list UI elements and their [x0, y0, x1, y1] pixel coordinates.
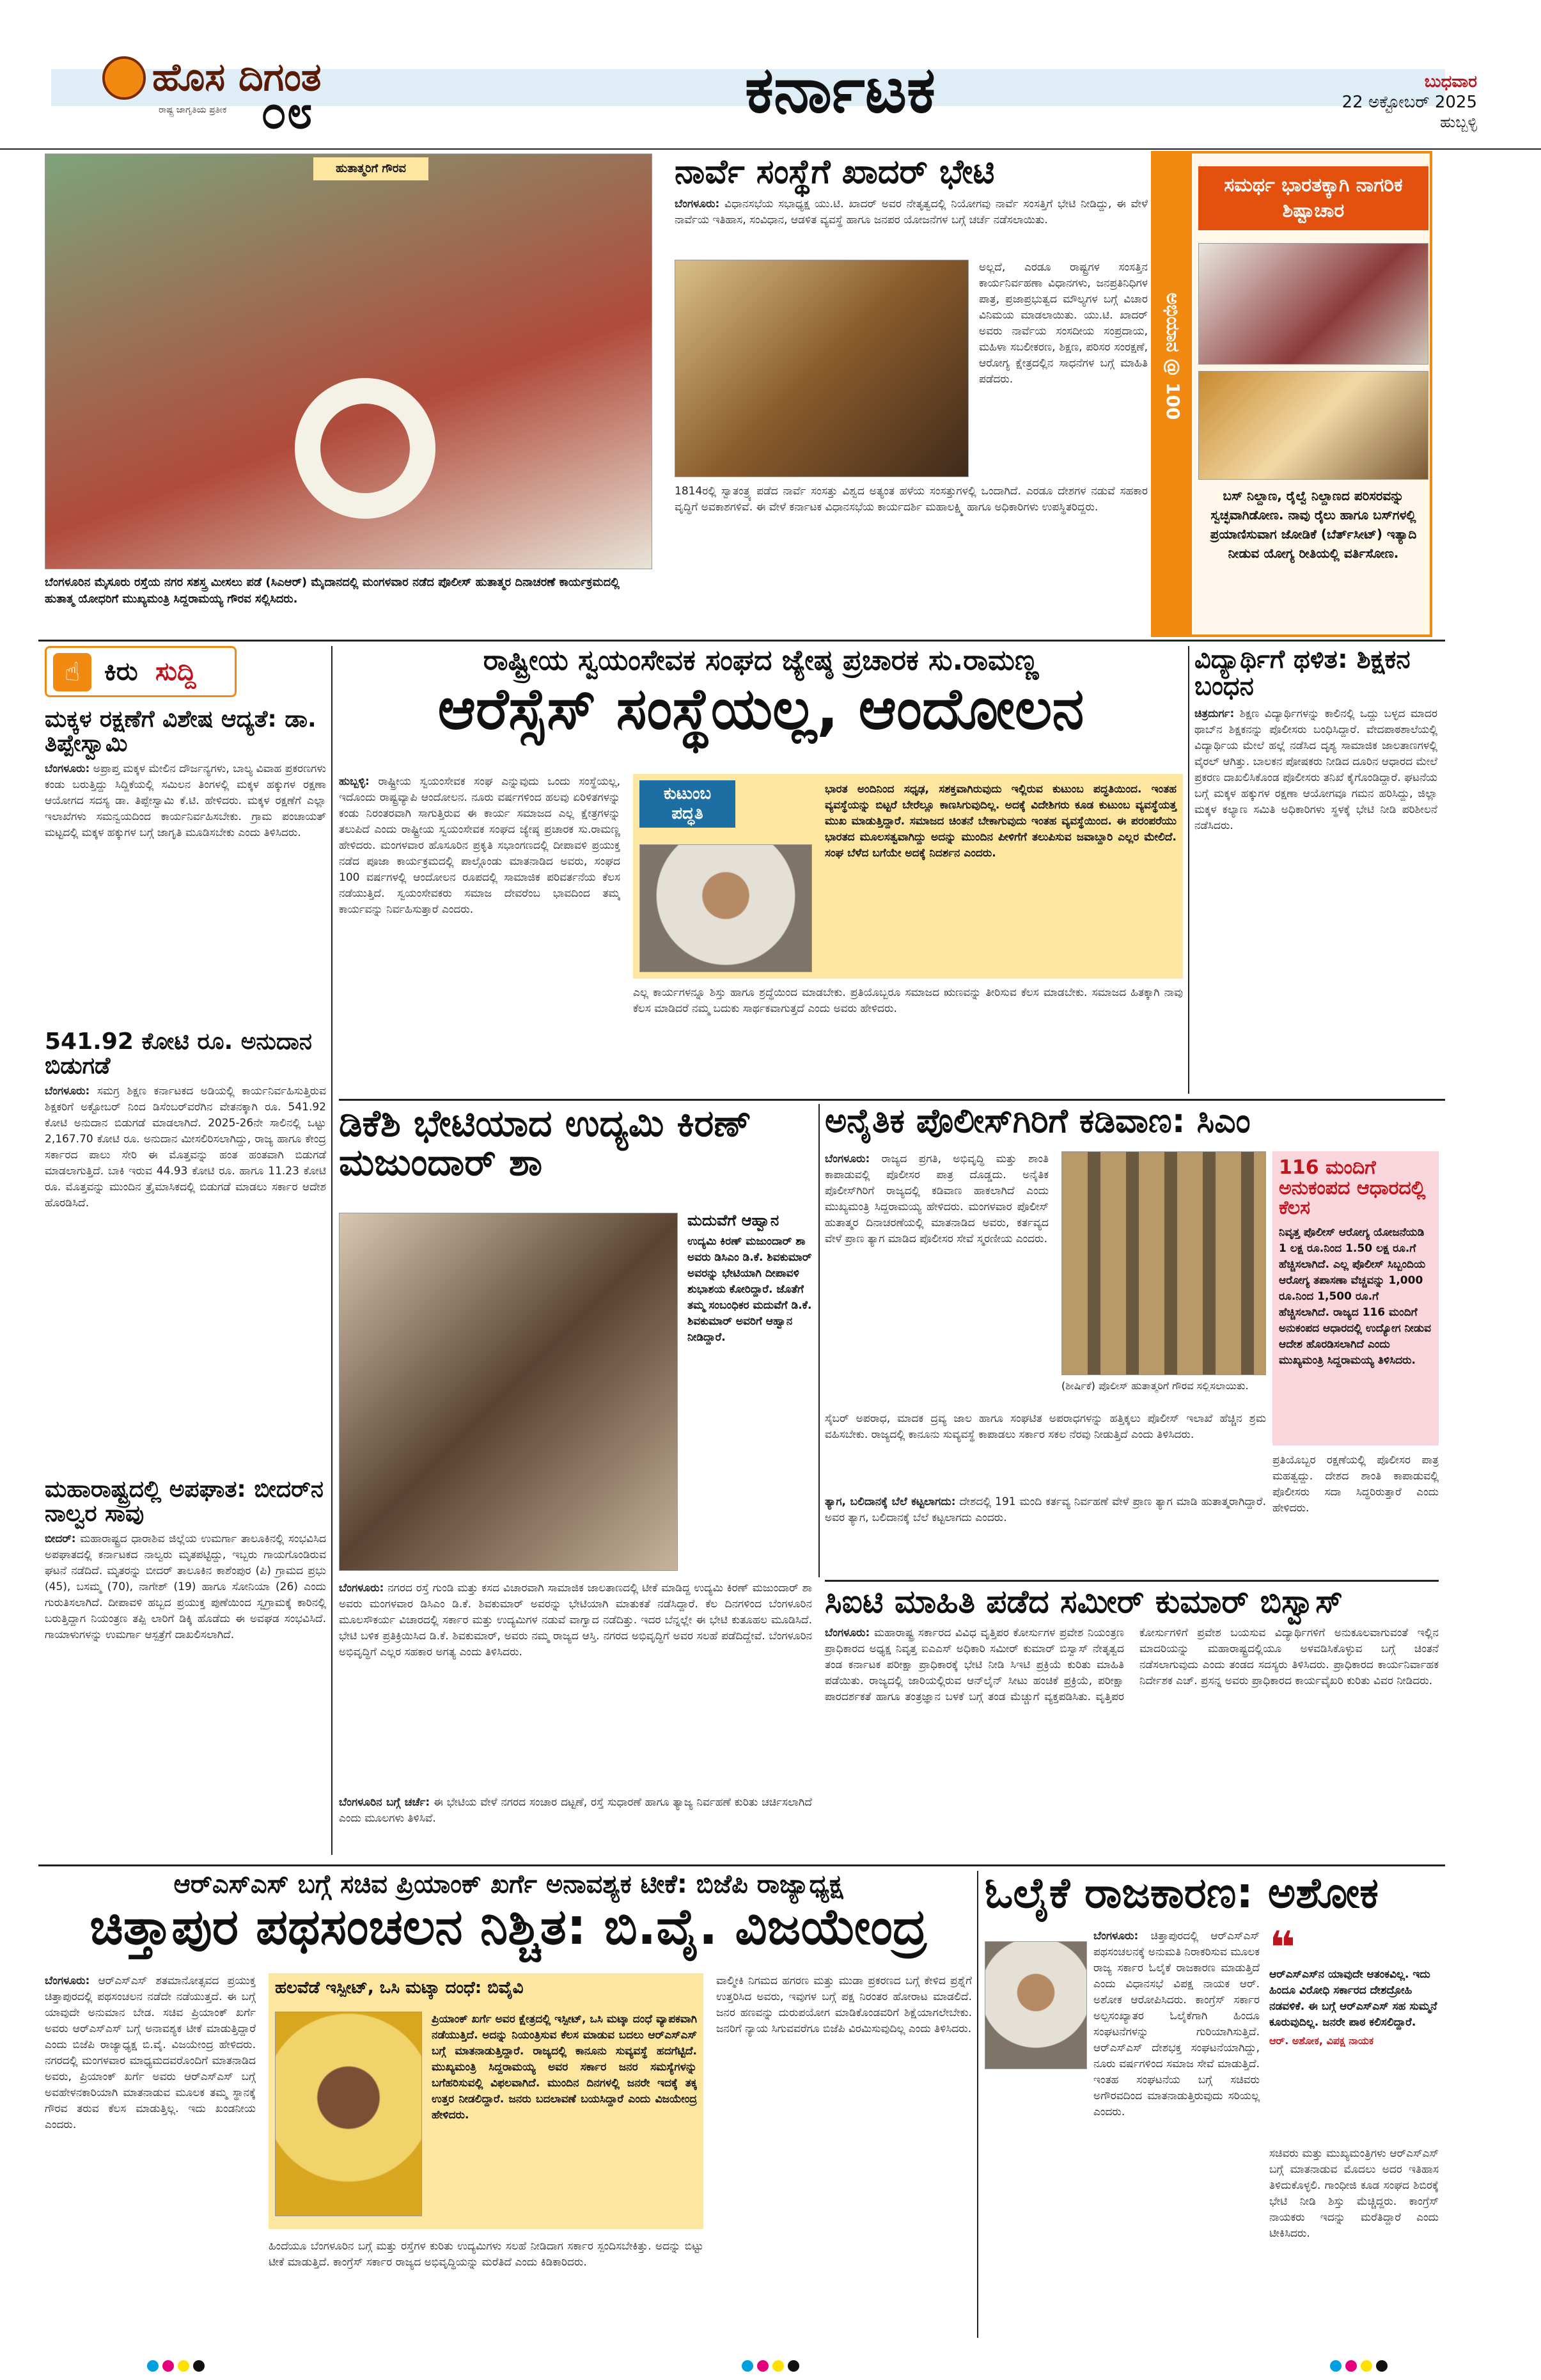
rss-story: [339, 646, 1183, 1094]
ashok-quote-box: [1269, 1921, 1439, 2140]
police-headline: ಅನೈತಿಕ ಪೊಲೀಸ್‌ಗಿರಿಗೆ ಕಡಿವಾಣ: ಸಿಎಂ: [825, 1102, 1251, 1140]
rss-text-left: ರಾಷ್ಟ್ರೀಯ ಸ್ವಯಂಸೇವಕ ಸಂಘ ಎನ್ನುವುದು ಒಂದು ಸಂಸ್ಥೆಯಲ್ಲ, ಇದೊಂದು ರಾಷ್ಟ್ರವ್ಯಾಪಿ ಆಂದೋಲನ. ನೂರು ವರ್ಷಗಳಿಂದ ಹಲವು ಏರಿಳಿತಗಳನ್ನು ಕಂಡು ನಿರಂತರವಾಗಿ ಸಾಗುತ್ತಿರುವ ಈ ಕಾರ್ಯ ಸಮಾಜದ ಎಲ್ಲ ಕ್ಷೇತ್ರಗಳನ್ನು ತಲುಪಿದೆ ಎಂದು ರಾಷ್ಟ್ರೀಯ ಸ್ವಯಂಸೇವಕ ಸಂಘದ ಜ್ಯೇಷ್ಠ ಪ್ರಚಾರಕ ಸು.ರಾಮಣ್ಣ ಹೇಳಿದರು. ಮಂಗಳವಾರ ಹೊಸೂರಿನ ಪ್ರಕೃತಿ ಸಭಾಂಗಣದಲ್ಲಿ ದೀಪಾವಳಿ ಪ್ರಯುಕ್ತ ನಡೆದ ಪೂಜಾ ಕಾರ್ಯಕ್ರಮದಲ್ಲಿ ಪಾಲ್ಗೊಂಡು ಮಾತನಾಡಿದ ಅವರು, ಸಂಘದ 100 ವರ್ಷಗಳಲ್ಲಿ ಆಂದೋಲನ ರೂಪದಲ್ಲಿ ಸಾಮಾಜಿಕ ಪರಿವರ್ತನೆಯ ಕೆಲಸ ನಡೆಯುತ್ತಿದೆ. ಸ್ವಯಂಸೇವಕರು ಸಮಾಜ ದೇವರೆಂಬ ಭಾವದಿಂದ ತಮ್ಮ ಕಾರ್ಯವನ್ನು ನಿರ್ವಹಿಸುತ್ತಾರೆ ಎಂದರು.: [339, 775, 620, 916]
police-photo-caption: (ಶೀರ್ಷಿಕೆ) ಪೊಲೀಸ್ ಹುತಾತ್ಮರಿಗೆ ಗೌರವ ಸಲ್ಲಿಸಲಾಯಿತು.: [1061, 1380, 1249, 1392]
teacher-story: [1194, 646, 1437, 1094]
kiru-2-headline: 541.92 ಕೋಟಿ ರೂ. ಅನುದಾನ ಬಿಡುಗಡೆ: [45, 1028, 312, 1079]
reg-mark-yellow-3: [1361, 2360, 1372, 2372]
chittapur-story: [45, 1871, 972, 2338]
norway-headline: ನಾರ್ವೆ ಸಂಸ್ಥೆಗೆ ಖಾದರ್ ಭೇಟಿ: [675, 153, 995, 191]
masthead: [0, 0, 1541, 148]
logo-text: ಹೊಸ ದಿಗಂತ: [152, 55, 322, 100]
kiru-vertical-rule: [331, 646, 332, 1855]
chittapur-box-body: ಪ್ರಿಯಾಂಕ್ ಖರ್ಗೆ ಅವರ ಕ್ಷೇತ್ರದಲ್ಲಿ ಇಸ್ಪೀಟ್, ಒಸಿ ಮಟ್ಕಾ ದಂಧೆ ವ್ಯಾಪಕವಾಗಿ ನಡೆಯುತ್ತಿದೆ. ಅದನ್ನು ನಿಯಂತ್ರಿಸುವ ಕೆಲಸ ಮಾಡುವ ಬದಲು ಆರ್‌ಎಸ್‌ಎಸ್ ಬಗ್ಗೆ ಮಾತನಾಡುತ್ತಿದ್ದಾರೆ. ರಾಜ್ಯದಲ್ಲಿ ಕಾನೂನು ಸುವ್ಯವಸ್ಥೆ ಹದಗೆಟ್ಟಿದೆ. ಮುಖ್ಯಮಂತ್ರಿ ಸಿದ್ದರಾಮಯ್ಯ ಅವರ ಸರ್ಕಾರ ಜನರ ಸಮಸ್ಯೆಗಳನ್ನು ಬಗೆಹರಿಸುವಲ್ಲಿ ವಿಫಲವಾಗಿದೆ. ಮುಂದಿನ ದಿನಗಳಲ್ಲಿ ಜನರೇ ಇದಕ್ಕೆ ತಕ್ಕ ಉತ್ತರ ನೀಡಲಿದ್ದಾರೆ. ಜನರು ಬದಲಾವಣೆ ಬಯಸಿದ್ದಾರೆ ಎಂದು ವಿಜಯೇಂದ್ರ ಹೇಳಿದರು.: [432, 2013, 697, 2122]
logo-block: [69, 54, 382, 143]
reg-mark-yellow: [178, 2360, 189, 2372]
rss-box-body: ಭಾರತ ಅಂದಿನಿಂದ ಸಧೃಢ, ಸಶಕ್ತವಾಗಿರುವುದು ಇಲ್ಲಿರುವ ಕುಟುಂಬ ಪದ್ಧತಿಯಿಂದ. ಇಂತಹ ವ್ಯವಸ್ಥೆಯನ್ನು ಬಿಟ್ಟರೆ ಬೇರೆಲ್ಲೂ ಕಾಣಸಿಗುವುದಿಲ್ಲ. ಅದಕ್ಕೆ ವಿದೇಶಿಗರು ಕೂಡ ಕುಟುಂಬ ವ್ಯವಸ್ಥೆಯತ್ತ ಮುಖ ಮಾಡುತ್ತಿದ್ದಾರೆ. ಸಮಾಜದ ಚಿಂತನೆ ಬೇಕಾಗುವುದು ಇಂತಹ ವ್ಯವಸ್ಥೆಯಿಂದ. ಈ ಪರಂಪರೆಯು ಭಾರತದ ಮೂಲಸತ್ವವಾಗಿದ್ದು ಅದನ್ನು ಮುಂದಿನ ಪೀಳಿಗೆಗೆ ತಲುಪಿಸುವ ಜವಾಬ್ದಾರಿ ಎಲ್ಲರ ಮೇಲಿದೆ. ಸಂಘ ಬೆಳೆದ ಬಗೆಯೇ ಅದಕ್ಕೆ ನಿದರ್ಶನ ಎಂದರು.: [825, 783, 1177, 860]
police-body-mid: ಸೈಬರ್ ಅಪರಾಧ, ಮಾದಕ ದ್ರವ್ಯ ಜಾಲ ಹಾಗೂ ಸಂಘಟಿತ ಅಪರಾಧಗಳನ್ನು ಹತ್ತಿಕ್ಕಲು ಪೊಲೀಸ್ ಇಲಾಖೆ ಹೆಚ್ಚಿನ ಶ್ರಮ ವಹಿಸಬೇಕು. ರಾಜ್ಯದಲ್ಲಿ ಕಾನೂನು ಸುವ್ಯವಸ್ಥೆ ಕಾಪಾಡಲು ಸರ್ಕಾರ ಸಕಲ ನೆರವು ನೀಡುತ್ತಿದೆ ಎಂದು ತಿಳಿಸಿದರು.: [825, 1412, 1266, 1441]
page-number: ೦೮: [261, 85, 313, 139]
norway-body-side: ಅಲ್ಲದೆ, ಎರಡೂ ರಾಷ್ಟ್ರಗಳ ಸಂಸತ್ತಿನ ಕಾರ್ಯನಿರ್ವಹಣಾ ವಿಧಾನಗಳು, ಜನಪ್ರತಿನಿಧಿಗಳ ಪಾತ್ರ, ಪ್ರಜಾಪ್ರಭುತ್ವದ ಮೌಲ್ಯಗಳ ಬಗ್ಗೆ ವಿಚಾರ ವಿನಿಮಯ ಮಾಡಲಾಯಿತು. ಯು.ಟಿ. ಖಾದರ್ ಅವರು ನಾರ್ವೆಯ ಸಂಸದೀಯ ಸಂಪ್ರದಾಯ, ಮಹಿಳಾ ಸಬಲೀಕರಣ, ಶಿಕ್ಷಣ, ಪರಿಸರ ಸಂರಕ್ಷಣೆ, ಆರೋಗ್ಯ ಕ್ಷೇತ್ರದಲ್ಲಿನ ಸಾಧನೆಗಳ ಬಗ್ಗೆ ಮಾಹಿತಿ ಪಡೆದರು.: [979, 261, 1148, 386]
chittapur-text-left: ಆರ್‌ಎಸ್‌ಎಸ್ ಶತಮಾನೋತ್ಸವದ ಪ್ರಯುಕ್ತ ಚಿತ್ತಾಪುರದಲ್ಲಿ ಪಥಸಂಚಲನ ನಡೆದೇ ನಡೆಯುತ್ತದೆ. ಈ ಬಗ್ಗೆ ಯಾವುದೇ ಅನುಮಾನ ಬೇಡ. ಸಚಿವ ಪ್ರಿಯಾಂಕ್ ಖರ್ಗೆ ಅವರು ಆರ್‌ಎಸ್‌ಎಸ್ ಬಗ್ಗೆ ಅನಾವಶ್ಯಕ ಟೀಕೆ ಮಾಡುತ್ತಿದ್ದಾರೆ ಎಂದು ಬಿಜೆಪಿ ರಾಜ್ಯಾಧ್ಯಕ್ಷ ಬಿ.ವೈ. ವಿಜಯೇಂದ್ರ ಹೇಳಿದರು. ನಗರದಲ್ಲಿ ಮಂಗಳವಾರ ಮಾಧ್ಯಮದವರೊಂದಿಗೆ ಮಾತನಾಡಿದ ಅವರು, ಪ್ರಿಯಾಂಕ್ ಖರ್ಗೆ ಅವರು ಆರ್‌ಎಸ್‌ಎಸ್ ಬಗ್ಗೆ ಅವಹೇಳನಕಾರಿಯಾಗಿ ಮಾತನಾಡುವ ಮೂಲಕ ತಮ್ಮ ಸ್ಥಾನಕ್ಕೆ ಗೌರವ ತರುವ ಕೆಲಸ ಮಾಡುತ್ತಿಲ್ಲ. ಇದು ಖಂಡನೀಯ ಎಂದರು.: [45, 1974, 256, 2131]
dks-body: [339, 1580, 812, 1792]
ad-body: ಬಸ್ ನಿಲ್ದಾಣ, ರೈಲ್ವೆ ನಿಲ್ದಾಣದ ಪರಿಸರವನ್ನು ಸ್ವಚ್ಛವಾಗಿಡೋಣ. ನಾವು ರೈಲು ಹಾಗೂ ಬಸ್‌ಗಳಲ್ಲಿ ಪ್ರಯಾಣಿಸುವಾಗ ಜೋಡಿಕೆ (ಬೆರ್ತ್‌ಸೀಟ್) ಇತ್ಯಾದಿ ನೀಡುವ ಯೋಗ್ಯ ರೀತಿಯಲ್ಲಿ ವರ್ತಿಸೋಣ.: [1210, 488, 1417, 561]
dks-text: ನಗರದ ರಸ್ತೆ ಗುಂಡಿ ಮತ್ತು ಕಸದ ವಿಚಾರವಾಗಿ ಸಾಮಾಜಿಕ ಜಾಲತಾಣದಲ್ಲಿ ಟೀಕೆ ಮಾಡಿದ್ದ ಉದ್ಯಮಿ ಕಿರಣ್ ಮಜುಂದಾರ್ ಶಾ ಅವರು ಮಂಗಳವಾರ ಡಿಸಿಎಂ ಡಿ.ಕೆ. ಶಿವಕುಮಾರ್ ಅವರನ್ನು ಭೇಟಿಯಾಗಿ ಮಾತುಕತೆ ನಡೆಸಿದ್ದಾರೆ. ಕೆಲ ದಿನಗಳಿಂದ ಬೆಂಗಳೂರಿನ ಮೂಲಸೌಕರ್ಯ ವಿಚಾರದಲ್ಲಿ ಸರ್ಕಾರ ಮತ್ತು ಉದ್ಯಮಿಗಳ ನಡುವೆ ವಾಗ್ವಾದ ನಡೆದಿತ್ತು. ಇದರ ಬೆನ್ನಲ್ಲೇ ಈ ಭೇಟಿ ಕುತೂಹಲ ಮೂಡಿಸಿದೆ. ಭೇಟಿ ಬಳಿಕ ಪ್ರತಿಕ್ರಿಯಿಸಿದ ಡಿ.ಕೆ. ಶಿವಕುಮಾರ್, ಅವರು ನಮ್ಮ ರಾಜ್ಯದ ಆಸ್ತಿ. ನಗರದ ಅಭಿವೃದ್ಧಿಗೆ ಅವರ ಸಲಹೆ ಪಡೆದಿದ್ದೇವೆ. ಬೆಂಗಳೂರಿನ ಅಭಿವೃದ್ಧಿಗೆ ಎಲ್ಲರ ಸಹಕಾರ ಅಗತ್ಯ ಎಂದು ತಿಳಿಸಿದರು.: [339, 1582, 812, 1659]
norway-body-top: [675, 196, 1148, 228]
sit-text: ಮಹಾರಾಷ್ಟ್ರ ಸರ್ಕಾರದ ವಿವಿಧ ವೃತ್ತಿಪರ ಕೋರ್ಸುಗಳ ಪ್ರವೇಶ ನಿಯಂತ್ರಣ ಪ್ರಾಧಿಕಾರದ ಅಧ್ಯಕ್ಷ ನಿವೃತ್ತ ಐಎಎಸ್ ಅಧಿಕಾರಿ ಸಮೀರ್ ಕುಮಾರ್ ಬಿಸ್ವಾಸ್ ನೇತೃತ್ವದ ತಂಡ ಕರ್ನಾಟಕ ಪರೀಕ್ಷಾ ಪ್ರಾಧಿಕಾರಕ್ಕೆ ಭೇಟಿ ನೀಡಿ ಸಿಇಟಿ ಪ್ರಕ್ರಿಯೆ ಕುರಿತು ಮಾಹಿತಿ ಪಡೆಯಿತು. ರಾಜ್ಯದಲ್ಲಿ ಜಾರಿಯಲ್ಲಿರುವ ಆನ್‌ಲೈನ್ ಸೀಟು ಹಂಚಿಕೆ ಪ್ರಕ್ರಿಯೆ, ಪರೀಕ್ಷಾ ಪಾರದರ್ಶಕತೆ ಹಾಗೂ ತಂತ್ರಜ್ಞಾನ ಬಳಕೆ ಬಗ್ಗೆ ತಂಡ ಮೆಚ್ಚುಗೆ ವ್ಯಕ್ತಪಡಿಸಿತು. ವೃತ್ತಿಪರ ಕೋರ್ಸುಗಳಿಗೆ ಪ್ರವೇಶ ಬಯಸುವ ವಿದ್ಯಾರ್ಥಿಗಳಿಗೆ ಅನುಕೂಲವಾಗುವಂತೆ ಇಲ್ಲಿನ ಮಾದರಿಯನ್ನು ಮಹಾರಾಷ್ಟ್ರದಲ್ಲಿಯೂ ಅಳವಡಿಸಿಕೊಳ್ಳುವ ಬಗ್ಗೆ ಚಿಂತನೆ ನಡೆಸಲಾಗುವುದು ಎಂದು ತಂಡದ ಸದಸ್ಯರು ತಿಳಿಸಿದರು. ಪ್ರಾಧಿಕಾರದ ಕಾರ್ಯನಿರ್ವಾಹಕ ನಿರ್ದೇಶಕ ಎಚ್. ಪ್ರಸನ್ನ ಅವರು ಪ್ರಾಧಿಕಾರದ ಕಾರ್ಯವೈಖರಿ ಕುರಿತು ವಿವರ ನೀಡಿದರು.: [825, 1626, 1439, 1703]
police-parade-photo: [1061, 1151, 1266, 1375]
reg-mark-black-2: [788, 2360, 799, 2372]
ad-train-photo: [1198, 371, 1428, 480]
wreath-shape: [295, 378, 435, 519]
top-photo-caption: ಬೆಂಗಳೂರಿನ ಮೈಸೂರು ರಸ್ತೆಯ ನಗರ ಸಶಸ್ತ್ರ ಮೀಸಲು ಪಡೆ (ಸಿಎಆರ್) ಮೈದಾನದಲ್ಲಿ ಮಂಗಳವಾರ ನಡೆದ ಪೊಲೀಸ್ ಹುತಾತ್ಮರ ದಿನಾಚರಣೆ ಕಾರ್ಯಕ್ರಮದಲ್ಲಿ ಹುತಾತ್ಮ ಯೋಧರಿಗೆ ಮುಖ್ಯಮಂತ್ರಿ ಸಿದ್ದರಾಮಯ್ಯ ಗೌರವ ಸಲ್ಲಿಸಿದರು.: [45, 576, 620, 606]
civic-ad: [1151, 151, 1432, 637]
kiru-1-headline: ಮಕ್ಕಳ ರಕ್ಷಣೆಗೆ ವಿಶೇಷ ಆದ್ಯತೆ: ಡಾ. ತಿಪ್ಪೇಸ್ವಾಮಿ: [45, 706, 317, 757]
rss-box-kicker-a: ಕುಟುಂಬ: [663, 784, 712, 803]
ashok-story: [985, 1868, 1439, 2338]
reg-mark-magenta-3: [1345, 2360, 1357, 2372]
dks-subhead: ಬೆಂಗಳೂರಿನ ಬಗ್ಗೆ ಚರ್ಚೆ:: [339, 1796, 430, 1809]
date-block: [1304, 72, 1477, 132]
kirusuddi-label-a: ಕಿರು: [104, 657, 138, 686]
reg-mark-black-3: [1376, 2360, 1388, 2372]
masthead-rule: [0, 148, 1541, 150]
police-subhead: ತ್ಯಾಗ, ಬಲಿದಾನಕ್ಕೆ ಬೆಲೆ ಕಟ್ಟಲಾಗದು:: [825, 1495, 956, 1508]
police-box: [1272, 1151, 1439, 1446]
divider-1: [38, 640, 1445, 642]
police-body-top: [825, 1151, 1049, 1375]
rss-headline: ಆರೆಸ್ಸೆಸ್ ಸಂಸ್ಥೆಯಲ್ಲ, ಆಂದೋಲನ: [437, 675, 1084, 743]
kiru-1-body: [45, 761, 326, 841]
reg-mark-yellow-2: [772, 2360, 784, 2372]
police-dateline: ಬೆಂಗಳೂರು:: [825, 1153, 870, 1165]
ramanna-photo: [639, 844, 812, 972]
police-box-body: ನಿವೃತ್ತ ಪೊಲೀಸ್ ಆರೋಗ್ಯ ಯೋಜನೆಯಡಿ 1 ಲಕ್ಷ ರೂ.ನಿಂದ 1.50 ಲಕ್ಷ ರೂ.ಗೆ ಹೆಚ್ಚಿಸಲಾಗಿದೆ. ಎಲ್ಲ ಪೊಲೀಸ್ ಸಿಬ್ಬಂದಿಯ ಆರೋಗ್ಯ ತಪಾಸಣಾ ವೆಚ್ಚವನ್ನು 1,000 ರೂ.ನಿಂದ 1,500 ರೂ.ಗೆ ಹೆಚ್ಚಿಸಲಾಗಿದೆ. ರಾಜ್ಯದ 116 ಮಂದಿಗೆ ಅನುಕಂಪದ ಆಧಾರದಲ್ಲಿ ಉದ್ಯೋಗ ನೀಡುವ ಆದೇಶ ಹೊರಡಿಸಲಾಗಿದೆ ಎಂದು ಮುಖ್ಯಮಂತ್ರಿ ಸಿದ್ದರಾಮಯ್ಯ ತಿಳಿಸಿದರು.: [1279, 1225, 1432, 1367]
sit-story: [825, 1585, 1439, 1860]
chittapur-body-left: [45, 1973, 256, 2331]
kiru-1-dateline: ಬೆಂಗಳೂರು:: [45, 762, 90, 775]
reg-mark-magenta-2: [757, 2360, 769, 2372]
kiru-2-text: ಸಮಗ್ರ ಶಿಕ್ಷಣ ಕರ್ನಾಟಕದ ಅಡಿಯಲ್ಲಿ ಕಾರ್ಯನಿರ್ವಹಿಸುತ್ತಿರುವ ಶಿಕ್ಷಕರಿಗೆ ಅಕ್ಟೋಬರ್ ನಿಂದ ಡಿಸೆಂಬರ್‌ವರೆಗಿನ ವೇತನಕ್ಕಾಗಿ ರೂ. 541.92 ಕೋಟಿ ಅನುದಾನ ಬಿಡುಗಡೆ ಮಾಡಲಾಗಿದೆ. 2025-26ನೇ ಸಾಲಿನಲ್ಲಿ ಒಟ್ಟು 2,167.70 ಕೋಟಿ ರೂ. ಅನುದಾನ ಮೀಸಲಿರಿಸಲಾಗಿದ್ದು, ರಾಜ್ಯ ಹಾಗೂ ಕೇಂದ್ರ ಸರ್ಕಾರದ ಪಾಲು ಸೇರಿ ಈ ಮೊತ್ತವನ್ನು ಹಂತ ಹಂತವಾಗಿ ಬಿಡುಗಡೆ ಮಾಡಲಾಗುತ್ತಿದೆ. ಬಾಕಿ ಇರುವ 44.93 ಕೋಟಿ ರೂ. ಹಾಗೂ 11.23 ಕೋಟಿ ರೂ. ಮೊತ್ತವನ್ನು ಮುಂದಿನ ತ್ರೈಮಾಸಿಕದಲ್ಲಿ ಬಿಡುಗಡೆ ಮಾಡಲು ಸರ್ಕಾರ ಆದೇಶ ಹೊರಡಿಸಿದೆ.: [45, 1084, 327, 1210]
kiru-3-headline: ಮಹಾರಾಷ್ಟ್ರದಲ್ಲಿ ಅಪಘಾತ: ಬೀದರ್‌ನ ನಾಲ್ವರ ಸಾವು: [45, 1476, 324, 1527]
teacher-dateline: ಚಿತ್ರದುರ್ಗ:: [1194, 707, 1235, 720]
ashok-body: [1093, 1928, 1260, 2287]
rss-box-kicker: [639, 780, 735, 828]
rss-kicker: ರಾಷ್ಟ್ರೀಯ ಸ್ವಯಂಸೇವಕ ಸಂಘದ ಜ್ಯೇಷ್ಠ ಪ್ರಚಾರಕ ಸು.ರಾಮಣ್ಣ: [483, 644, 1039, 677]
ashok-headline: ಓಲೈಕೆ ರಾಜಕಾರಣ: ಅಶೋಕ: [985, 1868, 1379, 1918]
kirusuddi-column: [45, 646, 326, 1861]
rss-body-bottom: ಎಲ್ಲ ಕಾರ್ಯಗಳನ್ನೂ ಶಿಸ್ತು ಹಾಗೂ ಶ್ರದ್ಧೆಯಿಂದ ಮಾಡಬೇಕು. ಪ್ರತಿಯೊಬ್ಬರೂ ಸಮಾಜದ ಋಣವನ್ನು ತೀರಿಸುವ ಕೆಲಸ ಮಾಡಬೇಕು. ಸಮಾಜದ ಹಿತಕ್ಕಾಗಿ ನಾವು ಕೆಲಸ ಮಾಡಿದರೆ ನಮ್ಮ ಬದುಕು ಸಾರ್ಥಕವಾಗುತ್ತದೆ ಎಂದು ಅವರು ಹೇಳಿದರು.: [633, 986, 1183, 1015]
city-label: ಹುಬ್ಬಳ್ಳಿ: [1440, 113, 1477, 131]
kiru-item-3: [45, 1478, 326, 1643]
dks-side-body: ಉದ್ಯಮಿ ಕಿರಣ್ ಮಜುಂದಾರ್ ಶಾ ಅವರು ಡಿಸಿಎಂ ಡಿ.ಕೆ. ಶಿವಕುಮಾರ್ ಅವರನ್ನು ಭೇಟಿಯಾಗಿ ದೀಪಾವಳಿ ಶುಭಾಶಯ ಕೋರಿದ್ದಾರೆ. ಜೊತೆಗೆ ತಮ್ಮ ಸಂಬಂಧಿಕರ ಮದುವೆಗೆ ಡಿ.ಕೆ. ಶಿವಕುಮಾರ್ ಅವರಿಗೆ ಆಹ್ವಾನ ನೀಡಿದ್ದಾರೆ.: [687, 1235, 812, 1344]
chittapur-right-rule: [977, 1871, 978, 2338]
kiru-3-dateline: ಬೀದರ್:: [45, 1532, 76, 1545]
norway-text-top: ವಿಧಾನಸಭೆಯ ಸಭಾಧ್ಯಕ್ಷ ಯು.ಟಿ. ಖಾದರ್ ಅವರ ನೇತೃತ್ವದಲ್ಲಿ ನಿಯೋಗವು ನಾರ್ವೆ ಸಂಸತ್ತಿಗೆ ಭೇಟಿ ನೀಡಿದ್ದು, ಈ ವೇಳೆ ನಾರ್ವೆಯ ಇತಿಹಾಸ, ಸಂವಿಧಾನ, ಆಡಳಿತ ವ್ಯವಸ್ಥೆ ಹಾಗೂ ಜನಪರ ಯೋಜನೆಗಳ ಬಗ್ಗೆ ಚರ್ಚೆ ನಡೆಸಲಾಯಿತು.: [675, 197, 1148, 226]
norway-body-bottom: 1814ರಲ್ಲಿ ಸ್ವಾತಂತ್ರ್ಯ ಪಡೆದ ನಾರ್ವೆ ಸಂಸತ್ತು ವಿಶ್ವದ ಅತ್ಯಂತ ಹಳೆಯ ಸಂಸತ್ತುಗಳಲ್ಲಿ ಒಂದಾಗಿದೆ. ಎರಡೂ ದೇಶಗಳ ನಡುವೆ ಸಹಕಾರ ವೃದ್ಧಿಗೆ ಅವಕಾಶಗಳಿವೆ. ಈ ವೇಳೆ ಕರ್ನಾಟಕ ವಿಧಾನಸಭೆಯ ಕಾರ್ಯದರ್ಶಿ ಮಹಾಲಕ್ಷ್ಮಿ ಹಾಗೂ ಅಧಿಕಾರಿಗಳು ಉಪಸ್ಥಿತರಿದ್ದರು.: [675, 485, 1148, 514]
dks-photo: [339, 1213, 678, 1571]
divider-4: [38, 1864, 1445, 1866]
quote-icon: ❝: [1269, 1921, 1296, 1974]
ashok-dateline: ಬೆಂಗಳೂರು:: [1093, 1930, 1139, 1943]
hand-icon: ☝: [53, 653, 91, 691]
ad-vertical-label: ಅಭಿಯಾನ @ 100: [1162, 292, 1184, 420]
police-box-title: 116 ಮಂದಿಗೆ ಅನುಕಂಪದ ಆಧಾರದಲ್ಲಿ ಕೆಲಸ: [1279, 1156, 1426, 1219]
chittapur-headline: ಚಿತ್ತಾಪುರ ಪಥಸಂಚಲನ ನಿಶ್ಚಿತ: ಬಿ.ವೈ. ವಿಜಯೇಂದ್ರ: [90, 1898, 927, 1956]
dks-side: [687, 1213, 812, 1346]
dks-text2: ಈ ಭೇಟಿಯ ವೇಳೆ ನಗರದ ಸಂಚಾರ ದಟ್ಟಣೆ, ರಸ್ತೆ ಸುಧಾರಣೆ ಹಾಗೂ ತ್ಯಾಜ್ಯ ನಿರ್ವಹಣೆ ಕುರಿತು ಚರ್ಚಿಸಲಾಗಿದೆ ಎಂದು ಮೂಲಗಳು ತಿಳಿಸಿವೆ.: [339, 1796, 812, 1825]
police-text-top: ರಾಜ್ಯದ ಪ್ರಗತಿ, ಅಭಿವೃದ್ಧಿ ಮತ್ತು ಶಾಂತಿ ಕಾಪಾಡುವಲ್ಲಿ ಪೊಲೀಸರ ಪಾತ್ರ ದೊಡ್ಡದು. ಅನೈತಿಕ ಪೊಲೀಸ್‌ಗಿರಿಗೆ ರಾಜ್ಯದಲ್ಲಿ ಕಡಿವಾಣ ಹಾಕಲಾಗಿದೆ ಎಂದು ಮುಖ್ಯಮಂತ್ರಿ ಸಿದ್ದರಾಮಯ್ಯ ಹೇಳಿದರು. ಮಂಗಳವಾರ ಪೊಲೀಸ್ ಹುತಾತ್ಮರ ದಿನಾಚರಣೆಯಲ್ಲಿ ಮಾತನಾಡಿದ ಅವರು, ಕರ್ತವ್ಯದ ವೇಳೆ ಪ್ರಾಣ ತ್ಯಾಗ ಮಾಡಿದ ಪೊಲೀಸರ ಸೇವೆ ಸ್ಮರಣೀಯ ಎಂದರು.: [825, 1153, 1049, 1245]
dks-side-title: ಮದುವೆಗೆ ಆಹ್ವಾನ: [687, 1211, 779, 1229]
chittapur-body-right: ವಾಲ್ಮೀಕಿ ನಿಗಮದ ಹಗರಣ ಮತ್ತು ಮುಡಾ ಪ್ರಕರಣದ ಬಗ್ಗೆ ಕೇಳಿದ ಪ್ರಶ್ನೆಗೆ ಉತ್ತರಿಸಿದ ಅವರು, ಇವುಗಳ ಬಗ್ಗೆ ಪಕ್ಷ ನಿರಂತರ ಹೋರಾಟ ಮಾಡಲಿದೆ. ಜನರ ಹಣವನ್ನು ದುರುಪಯೋಗ ಮಾಡಿಕೊಂಡವರಿಗೆ ಶಿಕ್ಷೆಯಾಗಲೇಬೇಕು. ಜನರಿಗೆ ನ್ಯಾಯ ಸಿಗುವವರೆಗೂ ಬಿಜೆಪಿ ವಿರಮಿಸುವುದಿಲ್ಲ ಎಂದು ತಿಳಿಸಿದರು.: [716, 1974, 972, 2035]
norway-photo: [675, 260, 969, 477]
reg-mark-magenta: [162, 2360, 174, 2372]
kiru-3-text: ಮಹಾರಾಷ್ಟ್ರದ ಧಾರಾಶಿವ ಜಿಲ್ಲೆಯ ಉಮರ್ಗಾ ತಾಲೂಕಿನಲ್ಲಿ ಸಂಭವಿಸಿದ ಅಪಘಾತದಲ್ಲಿ ಕರ್ನಾಟಕದ ನಾಲ್ವರು ಮೃತಪಟ್ಟಿದ್ದು, ಇಬ್ಬರು ಗಾಯಗೊಂಡಿರುವ ಘಟನೆ ನಡೆದಿದೆ. ಮೃತರನ್ನು ಬೀದರ್ ತಾಲೂಕಿನ ಕಾಶೆಂಪುರ (ಪಿ) ಗ್ರಾಮದ ಪ್ರಭು (45), ಬಸಮ್ಮ (70), ನಾಗೇಶ್ (19) ಹಾಗೂ ಸೋನಿಯಾ (26) ಎಂದು ಗುರುತಿಸಲಾಗಿದೆ. ದೀಪಾವಳಿ ಹಬ್ಬದ ಪ್ರಯುಕ್ತ ಪುಣೆಯಿಂದ ಸ್ವಗ್ರಾಮಕ್ಕೆ ಕಾರಿನಲ್ಲಿ ಬರುತ್ತಿದ್ದಾಗ ನಿಯಂತ್ರಣ ತಪ್ಪಿ ಲಾರಿಗೆ ಡಿಕ್ಕಿ ಹೊಡೆದು ಈ ಅವಘಡ ಸಂಭವಿಸಿದೆ. ಗಾಯಾಳುಗಳನ್ನು ಉಮರ್ಗಾ ಆಸ್ಪತ್ರೆಗೆ ದಾಖಲಿಸಲಾಗಿದೆ.: [45, 1532, 327, 1641]
kiru-item-2: [45, 1030, 326, 1211]
ashok-quote: ಆರ್‌ಎಸ್‌ಎಸ್‌ನ ಯಾವುದೇ ಆತಂಕವಿಲ್ಲ. ಇದು ಹಿಂದೂ ವಿರೋಧಿ ಸರ್ಕಾರದ ದೇಶದ್ರೋಹಿ ನಡವಳಿಕೆ. ಈ ಬಗ್ಗೆ ಆರ್‌ಎಸ್‌ಎಸ್ ಸಹ ಸುಮ್ಮನೆ ಕೂರುವುದಿಲ್ಲ. ಜನರೇ ಪಾಠ ಕಲಿಸಲಿದ್ದಾರೆ.: [1269, 1968, 1437, 2029]
ad-title: ಸಮರ್ಥ ಭಾರತಕ್ಕಾಗಿ ನಾಗರಿಕ ಶಿಷ್ಟಾಚಾರ: [1198, 166, 1428, 230]
ad-bus-photo: [1198, 243, 1428, 365]
divider-3: [825, 1580, 1439, 1582]
ashok-body2: ಸಚಿವರು ಮತ್ತು ಮುಖ್ಯಮಂತ್ರಿಗಳು ಆರ್‌ಎಸ್‌ಎಸ್ ಬಗ್ಗೆ ಮಾತನಾಡುವ ಮೊದಲು ಅದರ ಇತಿಹಾಸ ತಿಳಿದುಕೊಳ್ಳಲಿ. ಗಾಂಧೀಜಿ ಕೂಡ ಸಂಘದ ಶಿಬಿರಕ್ಕೆ ಭೇಟಿ ನೀಡಿ ಶಿಸ್ತು ಮೆಚ್ಚಿದ್ದರು. ಕಾಂಗ್ರೆಸ್ ನಾಯಕರು ಇದನ್ನು ಮರೆತಿದ್ದಾರೆ ಎಂದು ಟೀಕಿಸಿದರು.: [1269, 2147, 1439, 2240]
reg-mark-cyan-3: [1330, 2360, 1342, 2372]
dks-body2: [339, 1795, 812, 1827]
police-story: [825, 1104, 1439, 1577]
teacher-text: ಶಿಕ್ಷಣ ವಿದ್ಯಾರ್ಥಿಗಳನ್ನು ಕಾಲಿನಲ್ಲಿ ಒದ್ದು ಬಳ್ಳದ ಮಾದರ ಥಾಬ್‌ನ ಶಿಕ್ಷಕನನ್ನು ಪೊಲೀಸರು ಬಂಧಿಸಿದ್ದಾರೆ. ವೇದಪಾಠಶಾಲೆಯಲ್ಲಿ ವಿದ್ಯಾರ್ಥಿಯ ಮೇಲೆ ಹಲ್ಲೆ ನಡೆಸಿದ ದೃಶ್ಯ ಸಾಮಾಜಿಕ ಜಾಲತಾಣಗಳಲ್ಲಿ ವೈರಲ್ ಆಗಿತ್ತು. ಬಾಲಕನ ಪೋಷಕರು ನೀಡಿದ ದೂರಿನ ಆಧಾರದ ಮೇಲೆ ಪ್ರಕರಣ ದಾಖಲಿಸಿಕೊಂಡ ಪೊಲೀಸರು ತನಿಖೆ ಕೈಗೊಂಡಿದ್ದಾರೆ. ಘಟನೆಯ ಬಗ್ಗೆ ಮಕ್ಕಳ ಹಕ್ಕುಗಳ ರಕ್ಷಣಾ ಆಯೋಗವೂ ಗಮನ ಹರಿಸಿದ್ದು, ಜಿಲ್ಲಾ ಮಕ್ಕಳ ಕಲ್ಯಾಣ ಸಮಿತಿ ಅಧಿಕಾರಿಗಳು ಸ್ಥಳಕ್ಕೆ ಭೇಟಿ ನೀಡಿ ಪರಿಶೀಲನೆ ನಡೆಸಿದರು.: [1194, 707, 1437, 832]
rss-dateline: ಹುಬ್ಬಳ್ಳಿ:: [339, 775, 370, 788]
ashok-text: ಚಿತ್ತಾಪುರದಲ್ಲಿ ಆರ್‌ಎಸ್‌ಎಸ್ ಪಥಸಂಚಲನಕ್ಕೆ ಅನುಮತಿ ನಿರಾಕರಿಸುವ ಮೂಲಕ ರಾಜ್ಯ ಸರ್ಕಾರ ಓಲೈಕೆ ರಾಜಕಾರಣ ಮಾಡುತ್ತಿದೆ ಎಂದು ವಿಧಾನಸಭೆ ವಿಪಕ್ಷ ನಾಯಕ ಆರ್. ಅಶೋಕ ಆರೋಪಿಸಿದರು. ಕಾಂಗ್ರೆಸ್ ಸರ್ಕಾರ ಅಲ್ಪಸಂಖ್ಯಾತರ ಓಲೈಕೆಗಾಗಿ ಹಿಂದೂ ಸಂಘಟನೆಗಳನ್ನು ಗುರಿಯಾಗಿಸುತ್ತಿದೆ. ಆರ್‌ಎಸ್‌ಎಸ್ ದೇಶಭಕ್ತ ಸಂಘಟನೆಯಾಗಿದ್ದು, ನೂರು ವರ್ಷಗಳಿಂದ ಸಮಾಜ ಸೇವೆ ಮಾಡುತ್ತಿದೆ. ಇಂತಹ ಸಂಘಟನೆಯ ಬಗ್ಗೆ ಸಚಿವರು ಅಗೌರವದಿಂದ ಮಾತನಾಡುತ್ತಿರುವುದು ಸರಿಯಲ್ಲ ಎಂದರು.: [1093, 1930, 1260, 2118]
sit-headline: ಸಿಐಟಿ ಮಾಹಿತಿ ಪಡೆದ ಸಮೀರ್ ಕುಮಾರ್ ಬಿಸ್ವಾಸ್: [825, 1583, 1343, 1620]
rss-box-kicker-b: ಪದ್ಧತಿ: [671, 804, 703, 823]
chittapur-kicker: ಆರ್‌ಎಸ್‌ಎಸ್ ಬಗ್ಗೆ ಸಚಿವ ಪ್ರಿಯಾಂಕ್ ಖರ್ಗೆ ಅನಾವಶ್ಯಕ ಟೀಕೆ: ಬಿಜೆಪಿ ರಾಜ್ಯಾಧ್ಯಕ್ಷ: [173, 1870, 843, 1899]
chittapur-dateline: ಬೆಂಗಳೂರು:: [45, 1974, 90, 1987]
rss-body-left: [339, 774, 620, 1075]
kirusuddi-badge: [45, 646, 237, 697]
sit-dateline: ಬೆಂಗಳೂರು:: [825, 1626, 870, 1639]
vijayendra-photo: [275, 2012, 422, 2216]
logo-tagline: ರಾಷ್ಟ್ರ ಜಾಗೃತಿಯ ಪ್ರತೀಕ: [159, 105, 227, 115]
dks-right-rule: [818, 1104, 820, 1577]
kiru-2-dateline: ಬೆಂಗಳೂರು:: [45, 1084, 90, 1098]
date-label: 22 ಅಕ್ಟೋಬರ್ 2025: [1342, 93, 1477, 112]
kirusuddi-label-b: ಸುದ್ದಿ: [155, 657, 196, 686]
cm-wreath-photo: [45, 154, 652, 569]
kiru-1-text: ಅಪ್ರಾಪ್ತ ಮಕ್ಕಳ ಮೇಲಿನ ದೌರ್ಜನ್ಯಗಳು, ಬಾಲ್ಯ ವಿವಾಹ ಪ್ರಕರಣಗಳು ಕಂಡು ಬರುತ್ತಿದ್ದು ಸಿದ್ದಿಕೆಯಲ್ಲಿ ಸಮಿಲನ ತಿಂಗಳಲ್ಲಿ ಮಕ್ಕಳ ಹಕ್ಕುಗಳ ರಕ್ಷಣಾ ಆಯೋಗದ ಸದಸ್ಯ ಡಾ. ತಿಪ್ಪೇಸ್ವಾಮಿ ಕೆ.ಟಿ. ಹೇಳಿದರು. ಮಕ್ಕಳ ರಕ್ಷಣೆಗೆ ಎಲ್ಲಾ ಇಲಾಖೆಗಳು ಸಮನ್ವಯದಿಂದ ಕಾರ್ಯನಿರ್ವಹಿಸಬೇಕು. ಗ್ರಾಮ ಪಂಚಾಯತ್ ಮಟ್ಟದಲ್ಲಿ ಮಕ್ಕಳ ಹಕ್ಕುಗಳ ಬಗ್ಗೆ ಜಾಗೃತಿ ಮೂಡಿಸಬೇಕು ಎಂದು ತಿಳಿಸಿದರು.: [45, 762, 327, 839]
dks-dateline: ಬೆಂಗಳೂರು:: [339, 1582, 384, 1595]
kiru-item-1: [45, 707, 326, 841]
teacher-headline: ವಿದ್ಯಾರ್ಥಿಗೆ ಥಳಿತ: ಶಿಕ್ಷಕನ ಬಂಧನ: [1194, 645, 1411, 701]
section-title: ಕರ್ನಾಟಕ: [745, 52, 935, 127]
sit-body: [825, 1625, 1439, 1705]
reg-mark-black: [193, 2360, 205, 2372]
teacher-body: [1194, 706, 1437, 834]
kiru-3-body: [45, 1531, 326, 1643]
photo-tag: ಹುತಾತ್ಮರಿಗೆ ಗೌರವ: [313, 157, 428, 180]
police-text-bottom: ದೇಶದಲ್ಲಿ 191 ಮಂದಿ ಕರ್ತವ್ಯ ನಿರ್ವಹಣೆ ವೇಳೆ ಪ್ರಾಣ ತ್ಯಾಗ ಮಾಡಿ ಹುತಾತ್ಮರಾಗಿದ್ದಾರೆ. ಅವರ ತ್ಯಾಗ, ಬಲಿದಾನಕ್ಕೆ ಬೆಲೆ ಕಟ್ಟಲಾಗದು ಎಂದರು.: [825, 1495, 1266, 1524]
rss-right-rule: [1188, 646, 1189, 1094]
chittapur-box-title: ಹಲವೆಡೆ ಇಸ್ಪೀಟ್, ಒಸಿ ಮಟ್ಕಾ ದಂಧೆ: ಬಿವೈವಿ: [275, 1978, 524, 1998]
reg-mark-cyan-2: [742, 2360, 753, 2372]
day-label: ಬುಧವಾರ: [1424, 72, 1477, 91]
norway-dateline: ಬೆಂಗಳೂರು:: [675, 197, 720, 210]
police-body-bottom: [825, 1494, 1266, 1526]
chittapur-box: [269, 1973, 703, 2229]
logo-emblem-icon: [102, 56, 146, 100]
dks-headline: ಡಿಕೆಶಿ ಭೇಟಿಯಾದ ಉದ್ಯಮಿ ಕಿರಣ್ ಮಜುಂದಾರ್ ಶಾ: [339, 1101, 752, 1184]
divider-2: [339, 1099, 1445, 1101]
norway-story: [675, 151, 1148, 637]
reg-mark-cyan: [147, 2360, 159, 2372]
police-box-after: ಪ್ರತಿಯೊಬ್ಬರ ರಕ್ಷಣೆಯಲ್ಲಿ ಪೊಲೀಸರ ಪಾತ್ರ ಮಹತ್ವದ್ದು. ದೇಶದ ಶಾಂತಿ ಕಾಪಾಡುವಲ್ಲಿ ಪೊಲೀಸರು ಸದಾ ಸಿದ್ಧರಿರುತ್ತಾರೆ ಎಂದು ಹೇಳಿದರು.: [1272, 1454, 1439, 1515]
kiru-2-body: [45, 1084, 326, 1211]
ashok-photo: [985, 1941, 1087, 2069]
chittapur-body-mid: ಹಿಂದೆಯೂ ಬೆಂಗಳೂರಿನ ಬಗ್ಗೆ ಮತ್ತು ರಸ್ತೆಗಳ ಕುರಿತು ಉದ್ಯಮಿಗಳು ಸಲಹೆ ನೀಡಿದಾಗ ಸರ್ಕಾರ ಸ್ಪಂದಿಸಬೇಕಿತ್ತು. ಅದನ್ನು ಬಿಟ್ಟು ಟೀಕೆ ಮಾಡುತ್ತಿದೆ. ಕಾಂಗ್ರೆಸ್ ಸರ್ಕಾರ ರಾಜ್ಯದ ಅಭಿವೃದ್ಧಿಯನ್ನು ಮರೆತಿದೆ ಎಂದು ಕಿಡಿಕಾರಿದರು.: [269, 2240, 703, 2269]
dks-story: [339, 1101, 812, 1859]
rss-family-box: [633, 774, 1183, 979]
top-photo-block: [45, 151, 665, 637]
ashok-quote-by: ಆರ್. ಅಶೋಕ, ವಿಪಕ್ಷ ನಾಯಕ: [1269, 2035, 1374, 2047]
